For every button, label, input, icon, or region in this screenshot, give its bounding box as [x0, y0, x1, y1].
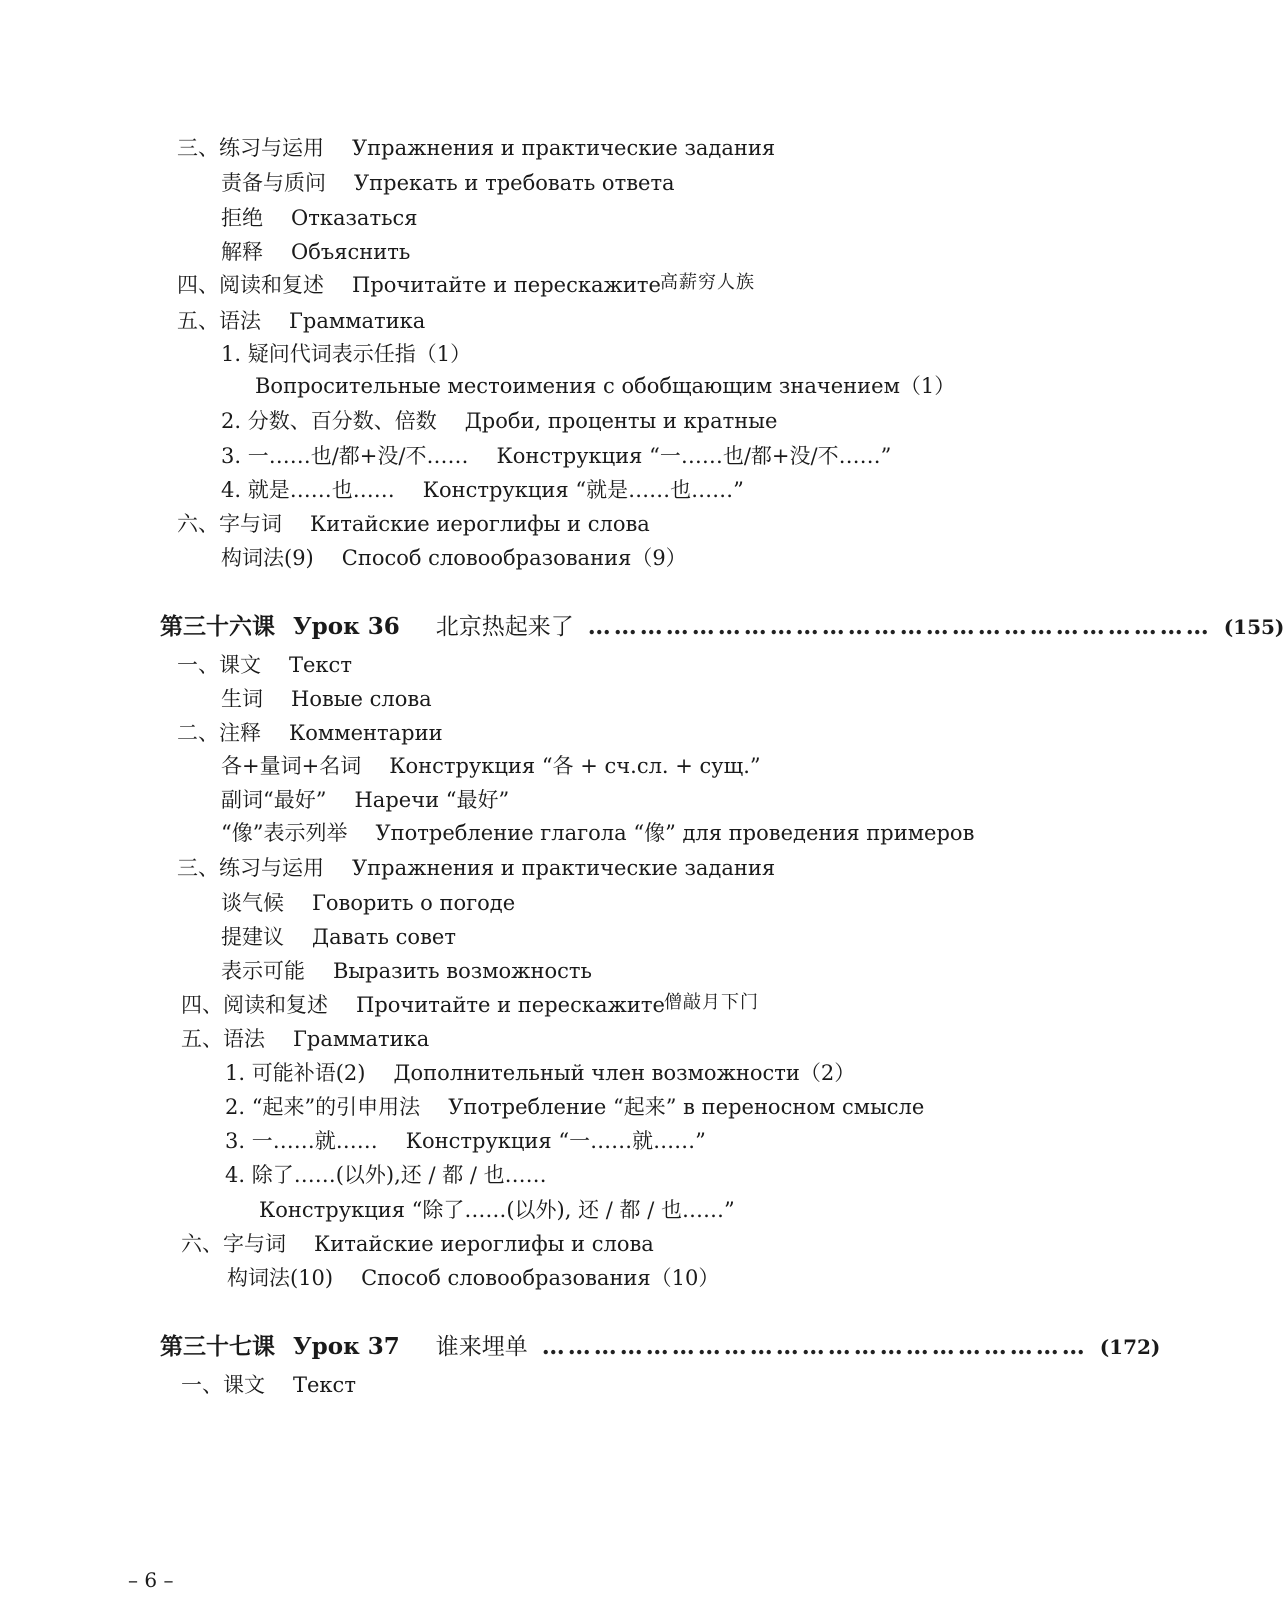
toc-section-notes — [177, 720, 443, 746]
section-zh: 四、阅读和复述 — [181, 993, 328, 1017]
item-zh: “像”表示列举 — [221, 821, 348, 845]
toc-section-text — [177, 652, 352, 678]
section-ru: Грамматика — [293, 1027, 430, 1051]
toc-section-reading — [177, 272, 661, 298]
toc-subitem — [221, 787, 509, 813]
grammar-item-ru: Вопросительные местоимения с обобщающим значением（1） — [255, 374, 956, 398]
item-zh: 4. 就是……也…… — [221, 478, 395, 502]
grammar-item — [225, 1060, 855, 1086]
lesson-number-ru: Урок 37 — [293, 1333, 400, 1360]
lesson-number-zh: 第三十七课 — [160, 1333, 275, 1360]
item-zh: 表示可能 — [221, 959, 305, 983]
section-zh: 六、字与词 — [177, 512, 282, 536]
item-zh: 解释 — [221, 240, 263, 264]
section-ru: Комментарии — [289, 721, 443, 745]
section-ru: Упражнения и практические задания — [352, 856, 776, 880]
section-ru: Грамматика — [289, 309, 426, 333]
grammar-item — [221, 443, 891, 469]
lesson-number-zh: 第三十六课 — [160, 613, 275, 640]
item-zh: 生词 — [221, 687, 263, 711]
item-ru: Объяснить — [291, 240, 411, 264]
item-zh: 构词法(9) — [221, 546, 314, 570]
item-ru: Дополнительный член возможности（2） — [393, 1061, 856, 1085]
item-zh: 2. 分数、百分数、倍数 — [221, 409, 437, 433]
item-ru: Способ словообразования（9） — [341, 546, 687, 570]
toc-subitem — [221, 753, 761, 779]
section-ru: Текст — [293, 1373, 356, 1397]
page-number: – 6 – — [128, 1568, 174, 1592]
item-ru: Упрекать и требовать ответа — [354, 171, 675, 195]
grammar-item: 1. 疑问代词表示任指（1） — [221, 342, 472, 366]
toc-subitem — [221, 686, 432, 712]
toc-subitem — [227, 1265, 719, 1291]
item-ru: Конструкция “一……就……” — [405, 1129, 706, 1153]
grammar-item — [225, 1094, 924, 1120]
item-ru: Давать совет — [312, 925, 456, 949]
grammar-item: 4. 除了……(以外),还 / 都 / 也…… — [225, 1163, 547, 1187]
section-zh: 一、课文 — [177, 653, 261, 677]
item-ru: Дроби, проценты и кратные — [464, 409, 778, 433]
section-zh: 五、语法 — [177, 309, 261, 333]
toc-subitem — [221, 545, 687, 571]
lesson-page-number: (155) — [1223, 615, 1284, 639]
grammar-item-ru: Конструкция “除了……(以外), 还 / 都 / 也……” — [259, 1198, 735, 1222]
toc-section-grammar — [177, 308, 425, 334]
item-ru: Новые слова — [291, 687, 432, 711]
section-ru: Китайские иероглифы и слова — [314, 1232, 654, 1256]
lesson-36-heading — [160, 612, 1284, 642]
item-ru: Употребление глагола “像” для проведения примеров — [375, 821, 975, 845]
item-ru: Наречи “最好” — [354, 788, 510, 812]
section-ru: Китайские иероглифы и слова — [310, 512, 650, 536]
item-ru: Конструкция “一……也/都+没/不……” — [496, 444, 892, 468]
item-zh: 2. “起来”的引申用法 — [225, 1095, 421, 1119]
section-ru: Прочитайте и перескажите — [352, 273, 661, 297]
section-zh: 二、注释 — [177, 721, 261, 745]
section-ru: Текст — [289, 653, 352, 677]
toc-section-characters — [181, 1231, 654, 1257]
item-zh: 谈气候 — [221, 891, 284, 915]
toc-subitem — [221, 890, 515, 916]
section-zh: 五、语法 — [181, 1027, 265, 1051]
item-ru: Способ словообразования（10） — [361, 1266, 720, 1290]
item-ru: Конструкция “就是……也……” — [422, 478, 744, 502]
toc-subitem — [221, 205, 418, 231]
item-ru: Говорить о погоде — [312, 891, 516, 915]
reading-title: 僧敲月下门 — [664, 992, 759, 1013]
toc-subitem — [221, 958, 592, 984]
section-zh: 四、阅读和复述 — [177, 273, 324, 297]
toc-section-exercises — [177, 855, 775, 881]
section-ru: Прочитайте и перескажите — [356, 993, 665, 1017]
toc-section-text — [181, 1372, 356, 1398]
item-zh: 3. 一……就…… — [225, 1129, 378, 1153]
item-zh: 副词“最好” — [221, 788, 327, 812]
lesson-37-heading — [160, 1332, 1161, 1362]
lesson-number-ru: Урок 36 — [293, 613, 400, 640]
toc-subitem — [221, 820, 974, 846]
toc-subitem — [221, 239, 410, 265]
toc-section-reading — [181, 992, 665, 1018]
leader-dots: ……………………………………………………………… — [587, 613, 1212, 640]
item-ru: Выразить возможность — [333, 959, 592, 983]
section-zh: 一、课文 — [181, 1373, 265, 1397]
grammar-item — [221, 408, 777, 434]
toc-subitem — [221, 170, 675, 196]
item-zh: 构词法(10) — [227, 1266, 334, 1290]
lesson-title: 北京热起来了 — [435, 614, 574, 640]
grammar-item — [225, 1128, 706, 1154]
leader-dots: ……………………………………………………… — [541, 1333, 1088, 1360]
lesson-page-number: (172) — [1099, 1335, 1161, 1359]
item-zh: 3. 一……也/都+没/不…… — [221, 444, 469, 468]
toc-section-characters — [177, 511, 650, 537]
toc-subitem — [221, 924, 456, 950]
item-zh: 各+量词+名词 — [221, 754, 362, 778]
lesson-title: 谁来埋单 — [435, 1334, 528, 1360]
item-ru: Конструкция “各 + сч.сл. + сущ.” — [389, 754, 761, 778]
item-zh: 拒绝 — [221, 206, 263, 230]
item-zh: 提建议 — [221, 925, 284, 949]
item-zh: 责备与质问 — [221, 171, 326, 195]
section-zh: 三、练习与运用 — [177, 856, 324, 880]
section-zh: 六、字与词 — [181, 1232, 286, 1256]
grammar-item — [221, 477, 744, 503]
section-ru: Упражнения и практические задания — [352, 136, 776, 160]
item-ru: Употребление “起来” в переносном смысле — [448, 1095, 925, 1119]
section-zh: 三、练习与运用 — [177, 136, 324, 160]
toc-section-exercises — [177, 135, 775, 161]
toc-section-grammar — [181, 1026, 429, 1052]
reading-title: 高薪穷人族 — [660, 272, 755, 293]
item-zh: 1. 可能补语(2) — [225, 1061, 366, 1085]
item-ru: Отказаться — [291, 206, 418, 230]
